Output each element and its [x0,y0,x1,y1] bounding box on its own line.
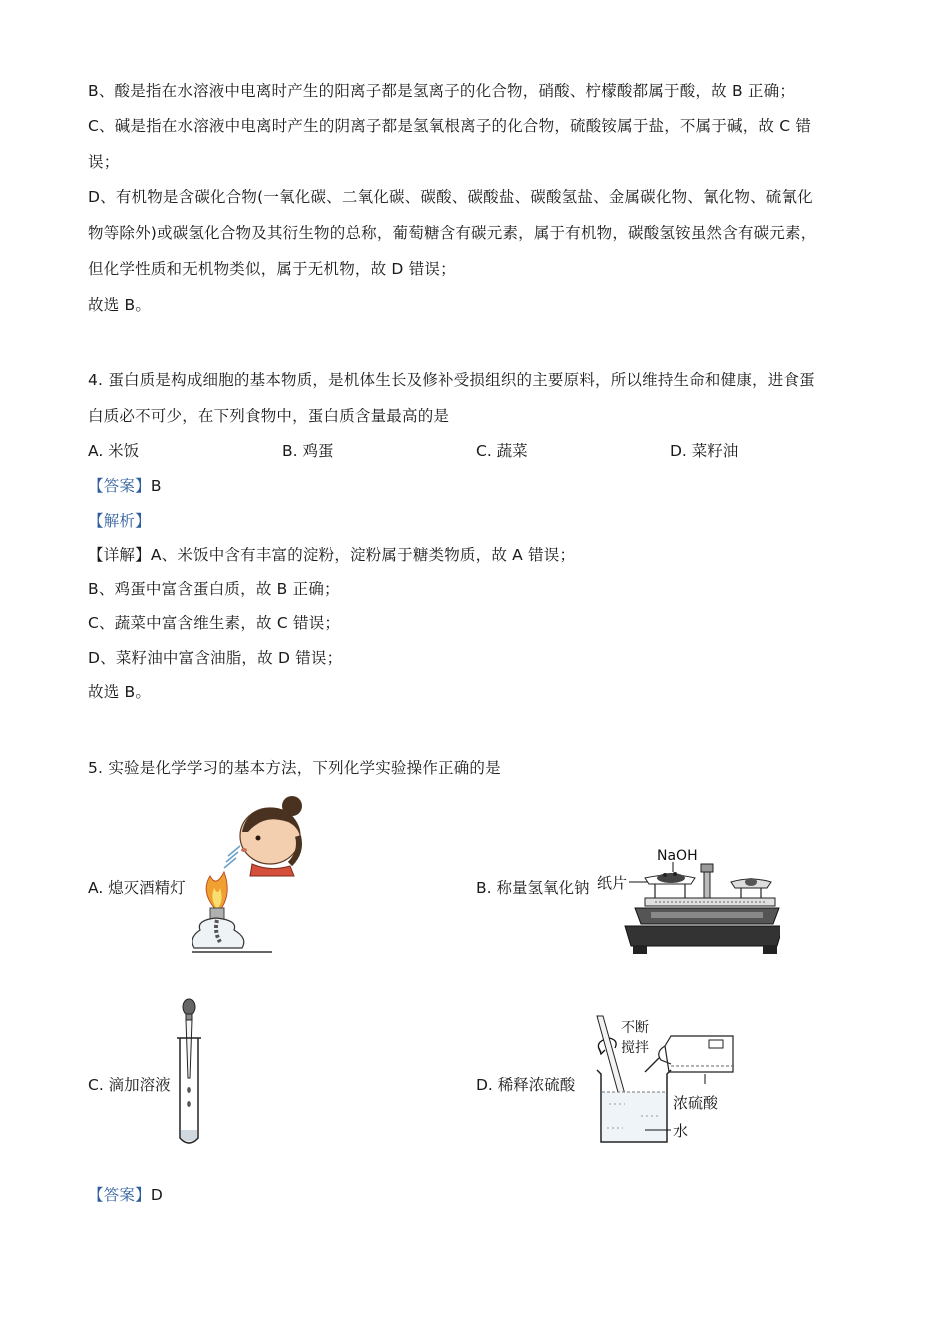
q4-analysis [88,511,151,531]
answer-value: D [150,1186,163,1204]
q4-option-c: C. 蔬菜 [476,442,528,460]
q3-option-d-explanation-cont1: 物等除外)或碳氢化合物及其衍生物的总称，葡萄糖含有碳元素，属于有机物，碳酸氢铵虽然含有碳元素， [88,224,817,242]
q4-detail-line4: D、菜籽油中富含油脂，故 D 错误； [88,649,343,667]
figure-dropper-test-tube [172,998,212,1148]
answer-tag: 【答案】 [88,1186,151,1204]
q4-detail-line2: B、鸡蛋中富含蛋白质，故 B 正确； [88,580,340,598]
analysis-tag: 【解析】 [88,512,151,530]
q5-answer [88,1185,163,1205]
q4-option-d: D. 菜籽油 [670,442,739,460]
answer-tag: 【答案】 [88,477,151,495]
q5-option-a: A. 熄灭酒精灯 [88,879,186,897]
detail-tag: 【详解】 [88,546,151,564]
answer-value: B [150,477,162,495]
figure-dilute-sulfuric-acid [585,1012,775,1150]
q4-stem-line1: 4. 蛋白质是构成细胞的基本物质，是机体生长及修补受损组织的主要原料，所以维持生命和健康，进食蛋 [88,371,815,389]
detail-text: A、米饭中含有丰富的淀粉，淀粉属于糖类物质，故 A 错误； [150,546,576,564]
q3-option-d-explanation-cont2: 但化学性质和无机物类似，属于无机物，故 D 错误； [88,260,456,278]
naoh-label: NaOH [657,848,698,864]
q3-option-c-explanation: C、碱是指在水溶液中电离时产生的阴离子都是氢氧根离子的化合物，硫酸铵属于盐，不属于碱，故 C 错 [88,117,812,135]
q3-option-c-explanation-cont: 误； [88,153,120,171]
acid-label: 浓硫酸 [673,1094,719,1112]
q5-option-b: B. 称量氢氧化钠 [476,879,590,897]
q3-option-b-explanation: B、酸是指在水溶液中电离时产生的阳离子都是氢离子的化合物，硝酸、柠檬酸都属于酸，故 B 正确； [88,82,796,100]
q4-conclusion: 故选 B。 [88,683,152,701]
q4-stem-line2: 白质必不可少，在下列食物中，蛋白质含量最高的是 [88,407,450,425]
stir-label-line2: 搅拌 [621,1040,649,1056]
paper-label: 纸片 [597,874,628,892]
q4-detail-line3: C、蔬菜中富含维生素，故 C 错误； [88,614,341,632]
q4-detail-line1 [88,545,575,565]
q4-option-b: B. 鸡蛋 [282,442,334,460]
q4-answer [88,476,162,496]
q5-option-d: D. 稀释浓硫酸 [476,1076,576,1094]
q3-conclusion: 故选 B。 [88,296,152,314]
figure-blow-out-alcohol-lamp [192,792,312,958]
figure-balance-weighing-naoh [595,842,780,960]
q5-stem: 5. 实验是化学学习的基本方法，下列化学实验操作正确的是 [88,759,501,777]
q3-option-d-explanation: D、有机物是含碳化合物(一氧化碳、二氧化碳、碳酸、碳酸盐、碳酸氢盐、金属碳化物、氰化物、硫氰化 [88,188,813,206]
q4-option-a: A. 米饭 [88,442,140,460]
q5-option-c: C. 滴加溶液 [88,1076,171,1094]
water-label: 水 [673,1122,689,1140]
stir-label-line1: 不断 [621,1020,649,1036]
